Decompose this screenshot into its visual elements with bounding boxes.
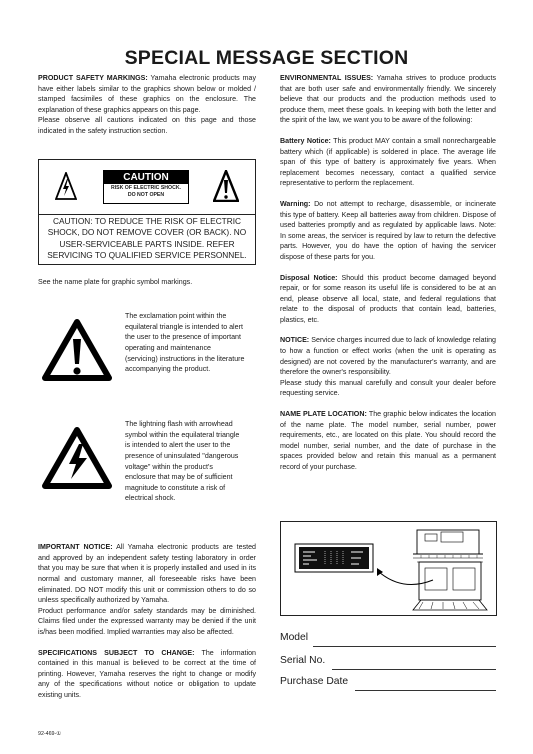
important-notice-text-2: Product performance and/or safety standards may be diminished. Claims filed under the expressed warranty may be denied if the unit is/has been modified. Implied warranties may also be affected. — [38, 606, 256, 636]
notice-text: Service charges incurred due to lack of knowledge relating to how a function or effect works (when the unit is operating as designed) are not covered by the manufacturer's warranty, and are therefore the owner's responsibility. — [280, 336, 496, 377]
name-plate-location-text: The graphic below indicates the location of the name plate. The model number, serial number, power requirements, etc., are located on this plate. You should record the model number, serial number, and the date of purchase in the spaces provided below and retain this manual as a permanent record of your purchase. — [280, 410, 496, 471]
specifications-text: The information contained in this manual is believed to be correct at the time of printing. However, Yamaha reserves the right to change or modify any of the specifications without notice or obligation to update existing units. — [38, 648, 256, 699]
purchase-date-field — [280, 676, 496, 690]
name-plate-reference: See the name plate for graphic symbol markings. — [38, 277, 193, 286]
caution-badge-line-2: DO NOT OPEN — [127, 192, 165, 199]
warning-section — [280, 199, 496, 263]
environmental-text: Yamaha strives to produce products that are both user safe and environmentally friendly. We sincerely believe that our products and the production methods used to produce them, meet these goals. In keeping with both the letter and the spirit of the law, we want you to be aware of the following: — [280, 74, 496, 125]
name-plate-location-section — [280, 409, 496, 473]
notice-text-2: Please study this manual carefully and consult your dealer before requesting service. — [280, 378, 496, 398]
environmental-section — [280, 73, 496, 126]
serial-number-label: Serial No. — [280, 655, 326, 666]
specifications-label: SPECIFICATIONS SUBJECT TO CHANGE: — [38, 648, 195, 657]
model-field — [280, 632, 496, 646]
name-plate-location-label: NAME PLATE LOCATION: — [280, 410, 367, 419]
lightning-description: The lightning flash with arrowhead symbol within the equilateral triangle is intended to alert the user to the presence of uninsulated "dangerous voltage" within the product's enclosure that may be of sufficient magnitude to constitute a risk of electrical shock. — [125, 420, 240, 503]
important-notice-label: IMPORTANT NOTICE: — [38, 543, 113, 552]
important-notice-text: All Yamaha electronic products are tested and approved by an independent safety testing laboratory in order that you may be sure that when it is properly installed and used in its normal and customary manner, all foreseeable risks have been eliminated. DO NOT modify this unit or commission others to do so unless specifically authorized by Yamaha. — [38, 543, 256, 605]
model-label: Model — [280, 632, 309, 643]
lightning-symbol-explanation — [38, 419, 256, 527]
battery-notice-text: This product MAY contain a small nonrechargeable battery which (if applicable) is soldered in place. The average life span of this type of battery is approximately five years. When replacement becomes necessary, contact a qualified service representative to perform the replacement. — [280, 136, 496, 188]
caution-text: CAUTION: TO REDUCE THE RISK OF ELECTRIC SHOCK, DO NOT REMOVE COVER (OR BACK). NO USER-SERVICEABLE PARTS INSIDE. REFER SERVICING TO QUALIFIED SERVICE PERSONNEL. — [47, 215, 247, 261]
battery-notice-label: Battery Notice: — [280, 136, 331, 145]
exclamation-description: The exclamation point within the equilateral triangle is intended to alert the user to the presence of important operating and maintenance (servicing) instructions in the literature accompanying the product. — [125, 312, 245, 374]
purchase-date-label: Purchase Date — [280, 676, 349, 687]
important-notice-section — [38, 542, 256, 637]
battery-notice-section — [280, 136, 496, 189]
footer-code: 92-469-① — [38, 731, 62, 737]
specifications-section — [38, 648, 256, 701]
exclamation-symbol-explanation — [38, 311, 256, 419]
caution-label-box — [38, 159, 256, 265]
name-plate-illustration — [281, 522, 496, 615]
left-column — [38, 73, 256, 710]
disposal-notice-section — [280, 273, 496, 326]
serial-number-field — [280, 655, 496, 669]
warning-label: Warning: — [280, 199, 311, 208]
disposal-notice-label: Disposal Notice: — [280, 273, 338, 282]
caution-badge-title: CAUTION — [104, 171, 188, 184]
right-column — [280, 73, 496, 483]
caution-badge-line-1: RISK OF ELECTRIC SHOCK. — [110, 184, 182, 191]
serial-number-line — [332, 669, 496, 670]
page-title: SPECIAL MESSAGE SECTION — [124, 47, 409, 69]
warning-text: Do not attempt to recharge, disassemble, or incinerate this type of battery. Keep all batteries away from children. Dispose of used batteries promptly and as regulated by applicable laws. Note: In some areas, the servicer is required by law to return the defective parts. However, you do have the option of having the servicer dispose of these parts for you. — [280, 199, 496, 261]
exclamation-warning-icon — [213, 170, 239, 202]
name-plate-diagram — [280, 521, 497, 616]
disposal-notice-text: Should this product become damaged beyond repair, or for some reason its useful life is considered to be at an end, please observe all local, state, and federal regulations that relate to the disposal of products that contain lead, batteries, plastics, etc. — [280, 273, 496, 324]
model-line — [313, 646, 496, 647]
safety-markings-text: Yamaha electronic products may have either labels similar to the graphics shown below or molded / stamped facsimiles of these graphics on the enclosure. The explanation of these graphics appears on this page. — [38, 74, 257, 114]
safety-markings-label: PRODUCT SAFETY MARKINGS: — [38, 74, 148, 82]
notice-section — [280, 335, 496, 399]
safety-markings-text-2: Please observe all cautions indicated on this page and those indicated in the safety instruction section. — [38, 116, 256, 135]
safety-markings-section — [38, 73, 256, 137]
lightning-triangle-icon — [42, 427, 112, 489]
environmental-label: ENVIRONMENTAL ISSUES: — [280, 74, 374, 82]
purchase-date-line — [355, 690, 496, 691]
caution-label-header — [39, 160, 255, 215]
caution-badge — [103, 170, 189, 204]
exclamation-triangle-icon — [42, 319, 112, 381]
notice-label: NOTICE: — [280, 336, 310, 345]
lightning-warning-icon — [55, 172, 77, 200]
